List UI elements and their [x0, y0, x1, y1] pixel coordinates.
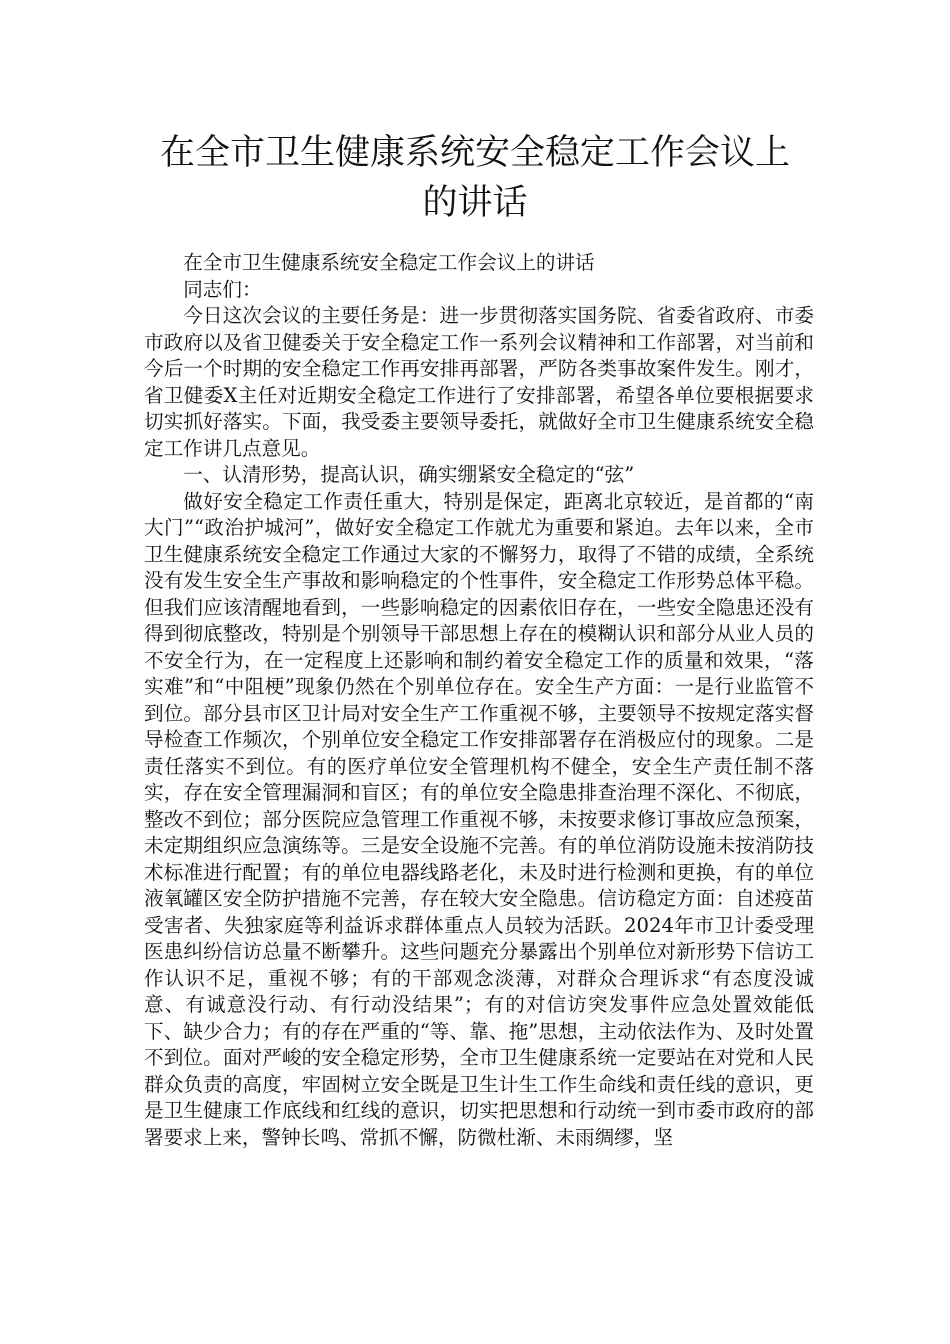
paragraph-intro: 今日这次会议的主要任务是：进一步贯彻落实国务院、省委省政府、市委市政府以及省卫健委关于安全稳定工作一系列会议精神和工作部署，对当前和今后一个时期的安全稳定工作再安排再部署，严防各类事故案件发生。刚才，省卫健委X主任对近期安全稳定工作进行了安排部署，希望各单位要根据要求切实抓好落实。下面，我受委主要领导委托，就做好全市卫生健康系统安全稳定工作讲几点意见。 [144, 304, 814, 460]
section-heading-1: 一、认清形势，提高认识，确实绷紧安全稳定的“弦” [183, 463, 635, 486]
document-subtitle: 在全市卫生健康系统安全稳定工作会议上的讲话 [183, 251, 595, 274]
title-line-1: 在全市卫生健康系统安全稳定工作会议上 [159, 133, 790, 173]
paragraph-section-1: 做好安全稳定工作责任重大，特别是保定，距离北京较近，是首都的“南大门”“政治护城河”，做好安全稳定工作就尤为重要和紧迫。去年以来，全市卫生健康系统安全稳定工作通过大家的不懈努力，取得了不错的成绩，全系统没有发生安全生产事故和影响稳定的个性事件，安全稳定工作形势总体平稳。但我们应该清醒地看到，一些影响稳定的因素依旧存在，一些安全隐患还没有得到彻底整改，特别是个别领导干部思想上存在的模糊认识和部分从业人员的不安全行为，在一定程度上还影响和制约着安全稳定工作的质量和效果，“落实难”和“中阻梗”现象仍然在个别单位存在。安全生产方面：一是行业监管不到位。部分县市区卫计局对安全生产工作重视不够，主要领导不按规定落实督导检查工作频次，个别单位安全稳定工作安排部署存在消极应付的现象。二是责任落实不到位。有的医疗单位安全管理机构不健全，安全生产责任制不落实，存在安全管理漏洞和盲区；有的单位安全隐患排查治理不深化、不彻底，整改不到位；部分医院应急管理工作重视不够，未按要求修订事故应急预案，未定期组织应急演练等。三是安全设施不完善。有的单位消防设施未按消防技术标准进行配置；有的单位电器线路老化，未及时进行检测和更换，有的单位液氧罐区安全防护措施不完善，存在较大安全隐患。信访稳定方面：自述疫苗受害者、失独家庭等利益诉求群体重点人员较为活跃。2024年市卫计委受理医患纠纷信访总量不断攀升。这些问题充分暴露出个别单位对新形势下信访工作认识不足，重视不够；有的干部观念淡薄，对群众合理诉求“有态度没诚意、有诚意没行动、有行动没结果”；有的对信访突发事件应急处置效能低下、缺少合力；有的存在严重的“等、靠、拖”思想，主动依法作为、及时处置不到位。面对严峻的安全稳定形势，全市卫生健康系统一定要站在对党和人民群众负责的高度，牢固树立安全既是卫生计生工作生命线和责任线的意识，更是卫生健康工作底线和红线的意识，切实把思想和行动统一到市委市政府的部署要求上来，警钟长鸣、常抓不懈，防微杜渐、未雨绸缪，坚 [144, 489, 814, 1149]
document-body [144, 250, 814, 1151]
document-title [120, 128, 830, 228]
title-line-2: 的讲话 [422, 183, 528, 223]
salutation: 同志们： [183, 277, 262, 301]
